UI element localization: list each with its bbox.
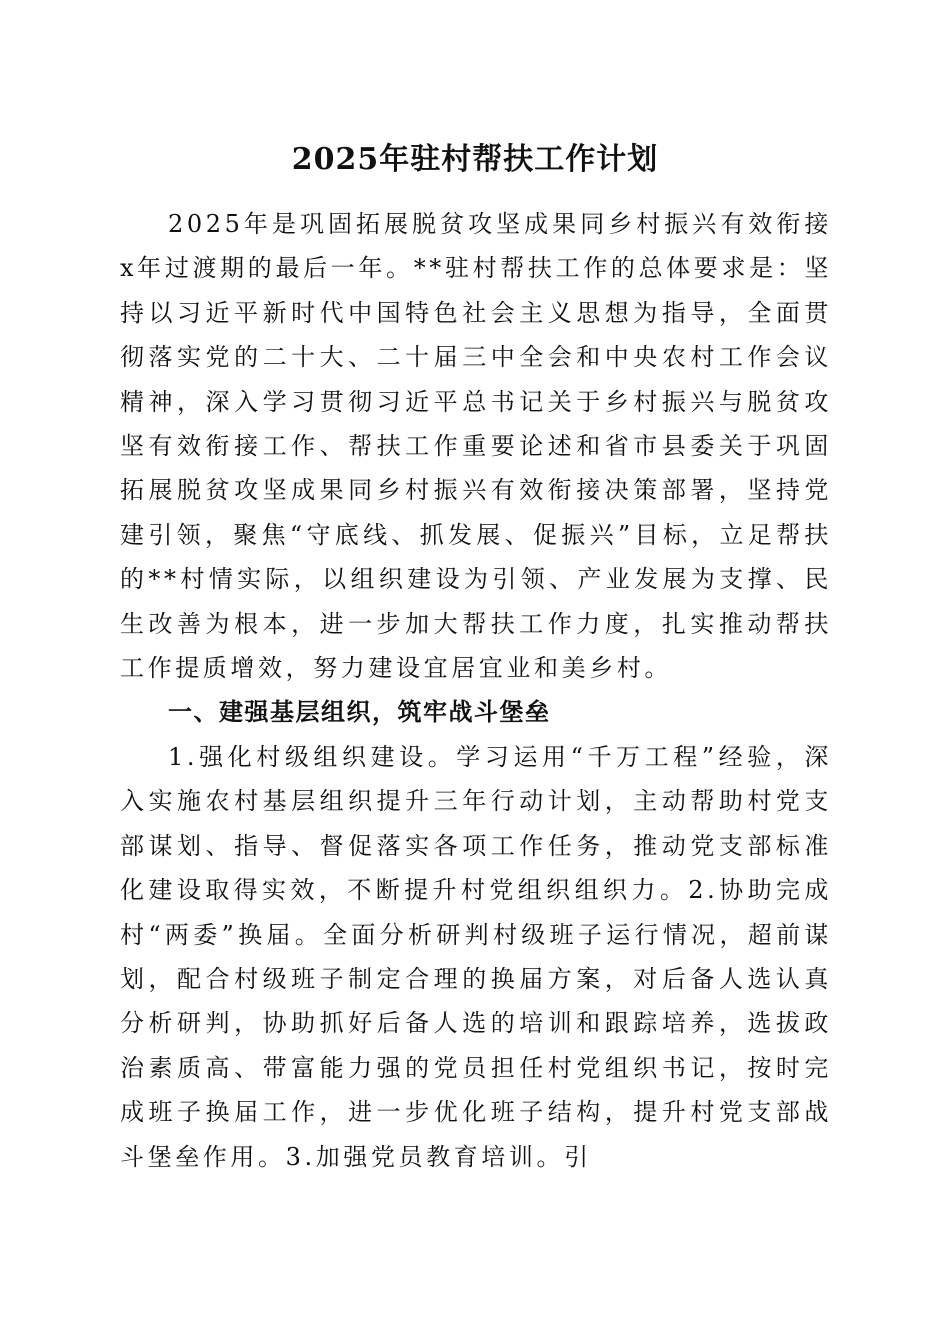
document-body (120, 202, 832, 1179)
section-heading-1: 一、建强基层组织，筑牢战斗堡垒 (168, 698, 551, 727)
intro-paragraph: 2025年是巩固拓展脱贫攻坚成果同乡村振兴有效衔接x年过渡期的最后一年。**驻村帮扶工作的总体要求是：坚持以习近平新时代中国特色社会主义思想为指导，全面贯彻落实党的二十大、二十届三中全会和中央农村工作会议精神，深入学习贯彻习近平总书记关于乡村振兴与脱贫攻坚有效衔接工作、帮扶工作重要论述和省市县委关于巩固拓展脱贫攻坚成果同乡村振兴有效衔接决策部署，坚持党建引领，聚焦“守底线、抓发展、促振兴”目标，立足帮扶的**村情实际，以组织建设为引领、产业发展为支撑、民生改善为根本，进一步加大帮扶工作力度，扎实推动帮扶工作提质增效，努力建设宜居宜业和美乡村。 (120, 210, 832, 683)
section-1-paragraph: 1.强化村级组织建设。学习运用“千万工程”经验，深入实施农村基层组织提升三年行动计划，主动帮助村党支部谋划、指导、督促落实各项工作任务，推动党支部标准化建设取得实效，不断提升村党组织组织力。2.协助完成村“两委”换届。全面分析研判村级班子运行情况，超前谋划，配合村级班子制定合理的换届方案，对后备人选认真分析研判，协助抓好后备人选的培训和跟踪培养，选拔政治素质高、带富能力强的党员担任村党组织书记，按时完成班子换届工作，进一步优化班子结构，提升村党支部战斗堡垒作用。3.加强党员教育培训。引 (120, 742, 832, 1171)
document-title: 2025年驻村帮扶工作计划 (291, 142, 659, 177)
